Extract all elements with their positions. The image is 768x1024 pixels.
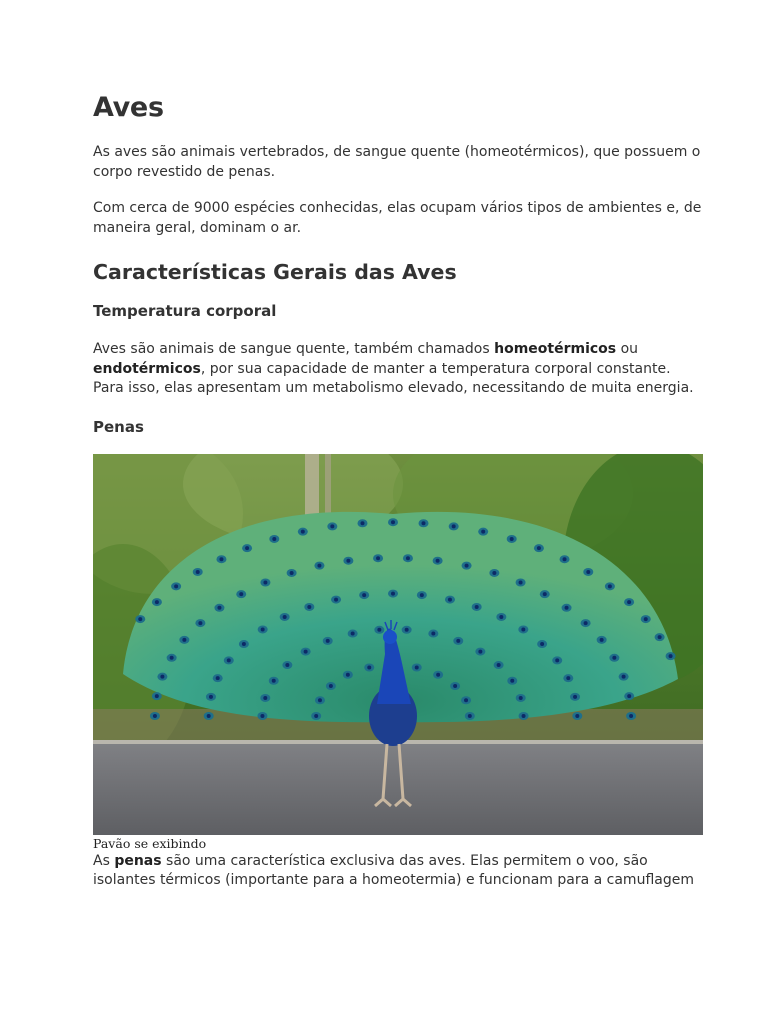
keyword-endotermicos: endotérmicos [93,360,201,377]
feather-eye-center [155,694,159,698]
feather-eye-center [376,556,380,560]
feather-eye-center [537,546,541,550]
feather-eye-center [207,714,211,718]
feather-eye-center [346,672,350,676]
feather-eye-center [367,665,371,669]
feather-eye-center [198,621,202,625]
feather-eye-center [612,655,616,659]
temperature-paragraph: Aves são animais de sangue quente, também chamados homeotérmicos ou endotérmicos, por sua capacidade de manter a temperatura corporal constante. Para isso, elas apresentam um metabolismo elevado, necessitando de muita energia. [93,341,694,396]
feather-eye-center [260,714,264,718]
temperature-heading: Temperatura corporal [93,302,277,320]
feather-eye-center [452,524,456,528]
feather-eye-center [586,569,590,573]
feather-eye-center [475,604,479,608]
feather-eye-center [209,694,213,698]
section-heading: Características Gerais das Aves [93,260,457,284]
keyword-penas: penas [114,852,162,869]
feather-eye-center [283,614,287,618]
feather-eye-center [317,563,321,567]
feather-eye-center [405,627,409,631]
feather-eye-center [465,563,469,567]
feather-eye-center [415,665,419,669]
feather-eye-center [153,714,157,718]
feather-eye-center [481,529,485,533]
feather-eye-center [420,593,424,597]
feather-eye-center [464,698,468,702]
feather-eye-center [627,600,631,604]
feather-eye-center [565,605,569,609]
feather-eye-center [600,637,604,641]
feather-eye-center [492,570,496,574]
feather-eye-center [497,663,501,667]
feather-eye-center [182,637,186,641]
feather-eye-center [239,592,243,596]
feather-eye-center [622,674,626,678]
peacock-illustration [93,454,703,835]
feather-eye-center [263,695,267,699]
keyword-homeotermicos: homeotérmicos [494,341,617,357]
feather-eye-center [326,638,330,642]
feather-eye-center [318,698,322,702]
feather-eye-center [351,631,355,635]
feather-eye-center [522,714,526,718]
feather-eye-center [519,580,523,584]
feather-eye-center [155,600,159,604]
feather-eye-center [563,557,567,561]
feather-eye-center [138,617,142,621]
feather-eye-center [584,621,588,625]
peacock-photo [93,454,703,835]
feather-eye-center [360,521,364,525]
feather-eye-center [219,557,223,561]
feather-eye-center [510,536,514,540]
feather-eye-center [608,584,612,588]
image-caption: Pavão se exibindo [93,835,207,851]
feather-eye-center [499,614,503,618]
feather-eye-center [196,569,200,573]
feather-eye-center [422,521,426,525]
page-title: Aves [93,92,164,123]
feather-eye-center [406,556,410,560]
feather-eye-center [627,694,631,698]
feather-eye-center [170,655,174,659]
feather-eye-center [456,638,460,642]
feather-eye-center [330,524,334,528]
feather-eye-center [391,520,395,524]
intro-paragraph-2: Com cerca de 9000 espécies conhecidas, elas ocupam vários tipos de ambientes e, de maneira geral, dominam o ar. [93,200,702,236]
document-content [93,92,705,891]
feather-eye-center [304,649,308,653]
feather-eye-center [377,627,381,631]
feather-eye-center [436,672,440,676]
feather-eye-center [468,714,472,718]
peacock-head [383,630,397,644]
feather-eye-center [436,558,440,562]
feather-eye-center [540,642,544,646]
feather-eye-center [510,678,514,682]
feather-eye-center [307,604,311,608]
feather-eye-center [272,678,276,682]
feather-eye-center [329,684,333,688]
feather-eye-center [301,529,305,533]
feather-eye-center [242,642,246,646]
feather-eye-center [160,674,164,678]
feather-eye-center [519,695,523,699]
feather-eye-center [543,592,547,596]
feather-eye-center [362,593,366,597]
feather-eye-center [448,597,452,601]
feather-eye-center [573,694,577,698]
feather-eye-center [575,714,579,718]
feather-eye-center [453,684,457,688]
feather-eye-center [261,627,265,631]
intro-paragraph-1: As aves são animais vertebrados, de sangue quente (homeotérmicos), que possuem o corpo revestido de penas. [93,144,701,180]
feather-eye-center [174,584,178,588]
feather-eye-center [285,663,289,667]
feather-eye-center [391,591,395,595]
feather-eye-center [217,605,221,609]
feather-eye-center [334,597,338,601]
feather-eye-center [272,536,276,540]
feather-eye-center [431,631,435,635]
feather-eye-center [658,635,662,639]
feather-eye-center [263,580,267,584]
feather-eye-center [290,570,294,574]
feather-eye-center [644,617,648,621]
feather-eye-center [245,546,249,550]
feather-eye-center [227,658,231,662]
feather-eye-center [216,676,220,680]
feather-eye-center [478,649,482,653]
feather-eye-center [629,714,633,718]
feather-eye-center [555,658,559,662]
feathers-paragraph: As penas são uma característica exclusiva das aves. Elas permitem o voo, são isolantes térmicos (importante para a homeotermia) e funcionam para a camuflagem [93,852,694,888]
feather-eye-center [566,676,570,680]
feather-eye-center [346,558,350,562]
feather-eye-center [669,654,673,658]
feather-eye-center [314,714,318,718]
feathers-heading: Penas [93,417,144,436]
feather-eye-center [521,627,525,631]
road [93,742,703,835]
